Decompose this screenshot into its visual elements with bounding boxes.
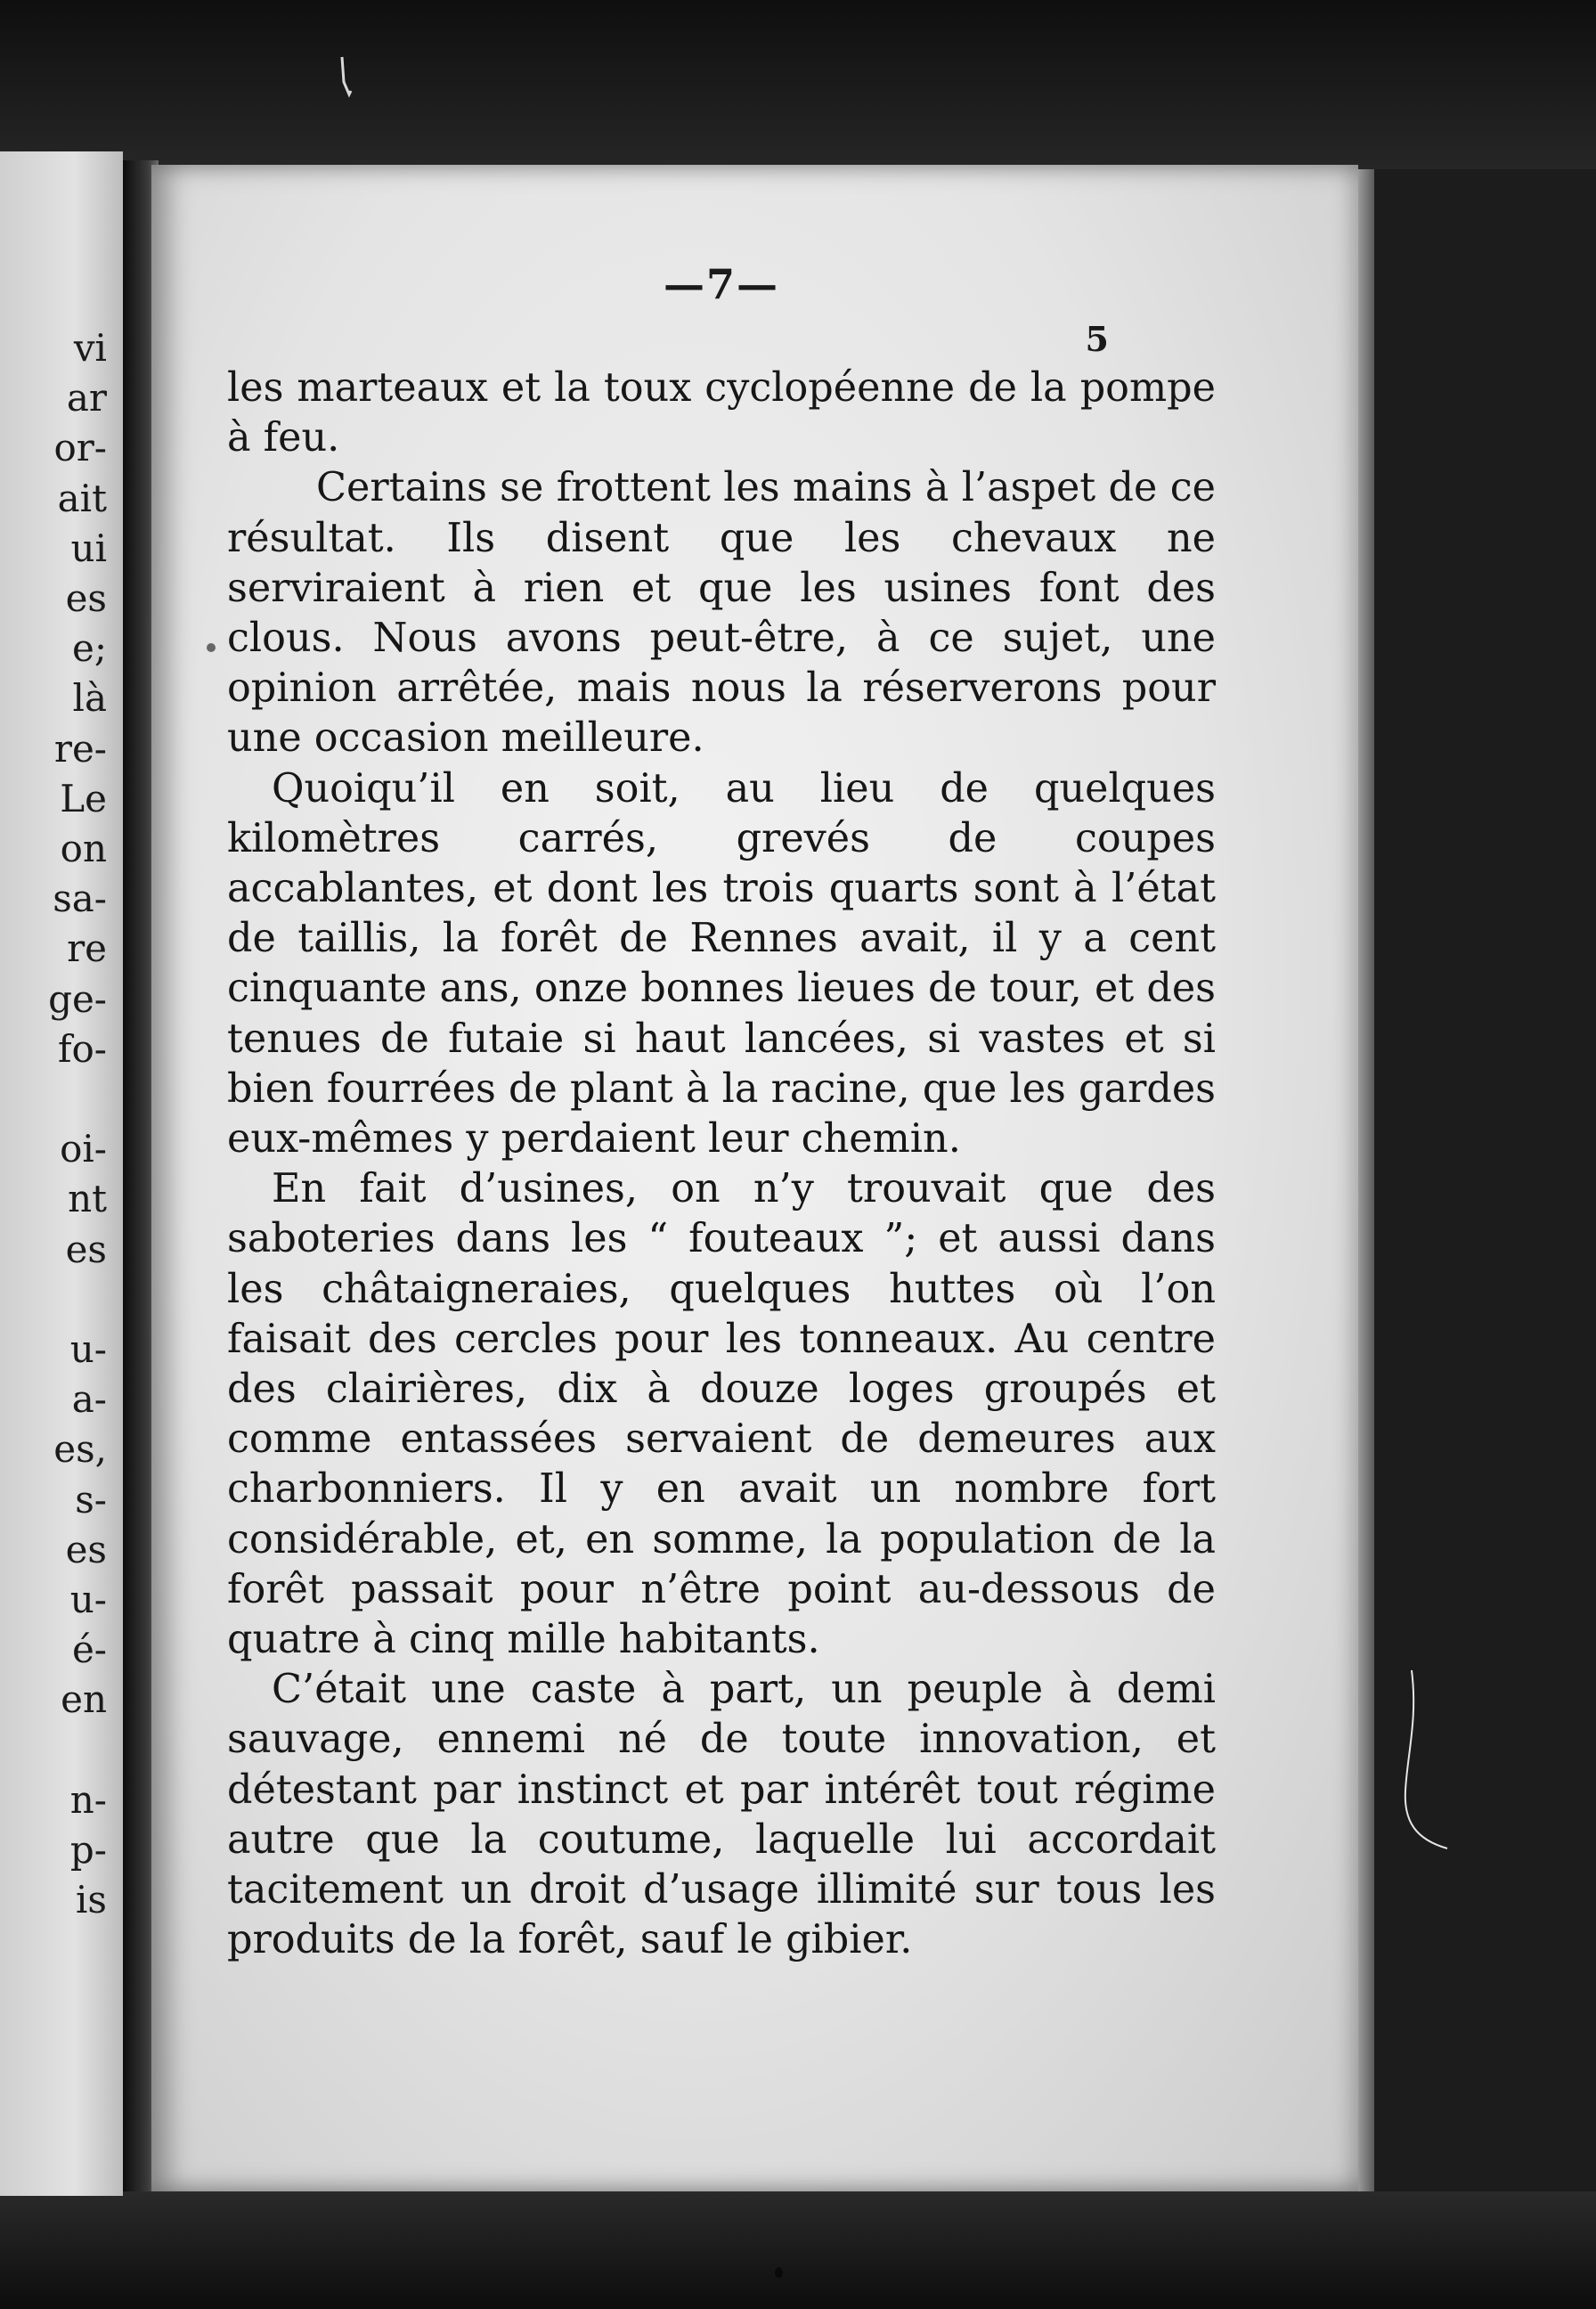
left-page-fragment: u-: [69, 1327, 107, 1371]
left-page-fragment: sa-: [53, 877, 107, 921]
left-page-edge: [0, 151, 123, 2196]
left-page-fragment: is: [76, 1878, 107, 1922]
ink-speck: [775, 2267, 783, 2278]
signature-number: 5: [1085, 319, 1109, 359]
left-page-fragment: é-: [71, 1628, 107, 1672]
left-page-fragment: ait: [57, 476, 107, 520]
ink-speck: [207, 643, 216, 652]
left-page-fragment: or-: [53, 426, 107, 470]
left-page-fragment: en: [61, 1677, 107, 1722]
left-page-fragment: e;: [71, 626, 107, 671]
left-page-fragment: es,: [53, 1427, 107, 1472]
left-page-fragment: fo-: [57, 1026, 107, 1071]
left-page-fragment: es: [65, 1227, 107, 1271]
left-page-fragment: u-: [69, 1578, 107, 1621]
hair-artifact: [1398, 1666, 1452, 1853]
page-folio: —7—: [663, 260, 779, 308]
microfilm-frame-top: [0, 0, 1596, 169]
paragraph: Quoiqu’il en soit, au lieu de quelques kilomètres carrés, grevés de coupes accablantes, et dont les trois quarts sont à l’état de taillis, la forêt de Rennes avait, il y a cent cinquante ans, onze bonnes lieues de tour, et des tenues de futaie si haut lancées, si vastes et si bien fourrées de plant à la racine, que les gardes eux-mêmes y perdaient leur chemin.: [227, 765, 1216, 1163]
left-page-fragment: p-: [69, 1828, 107, 1872]
left-page-fragment: re: [67, 926, 107, 971]
left-page-fragment: ge-: [48, 976, 107, 1021]
left-page-fragment: es: [65, 576, 107, 620]
left-page-fragment: vi: [73, 326, 107, 370]
left-page-fragment: là: [72, 676, 107, 721]
left-page-fragment: ar: [66, 376, 107, 420]
left-page-fragment: s-: [75, 1477, 107, 1522]
film-scratch-mark: [337, 55, 354, 100]
paragraph: En fait d’usines, on n’y trouvait que des saboteries dans les “ fouteaux ”; et aussi dans les châtaigneraies, quelques huttes où l’on faisait des cercles pour les tonneaux. Au centre des clairières, dix à douze loges groupés et comme entassées servaient de demeures aux charbonniers. Il y en avait un nombre fort considérable, et, en somme, la population de la forêt passait pour n’être point au-dessous de quatre à cinq mille habitants.: [227, 1166, 1216, 1663]
left-page-fragment: n-: [69, 1777, 107, 1822]
paragraph: les marteaux et la toux cyclopéenne de la pompe à feu.: [227, 365, 1216, 461]
left-page-fragment: nt: [68, 1177, 107, 1221]
left-page-fragment: oi-: [60, 1127, 107, 1171]
microfilm-frame-bottom: [0, 2191, 1596, 2309]
left-page-fragment: a-: [71, 1377, 107, 1422]
left-page-fragment: ui: [70, 526, 107, 570]
left-page-fragment: on: [60, 827, 107, 870]
body-text: [227, 363, 1216, 1966]
paragraph: Certains se frottent les mains à l’aspet de ce résultat. Ils disent que les chevaux ne serviraient à rien et que les usines font des clous. Nous avons peut-être, à ce sujet, une opinion arrêtée, mais nous la réserverons pour une occasion meilleure.: [227, 465, 1216, 762]
page-edge-shadow: [1358, 169, 1374, 2191]
left-page-fragment: es: [65, 1527, 107, 1571]
left-page-fragment: re-: [53, 726, 107, 771]
paragraph: C’était une caste à part, un peuple à demi sauvage, ennemi né de toute innovation, et détestant par instinct et par intérêt tout régime autre que la coutume, laquelle lui accordait tacitement un droit d’usage illimité sur tous les produits de la forêt, sauf le gibier.: [227, 1667, 1216, 1963]
left-page-fragment: Le: [60, 776, 107, 820]
